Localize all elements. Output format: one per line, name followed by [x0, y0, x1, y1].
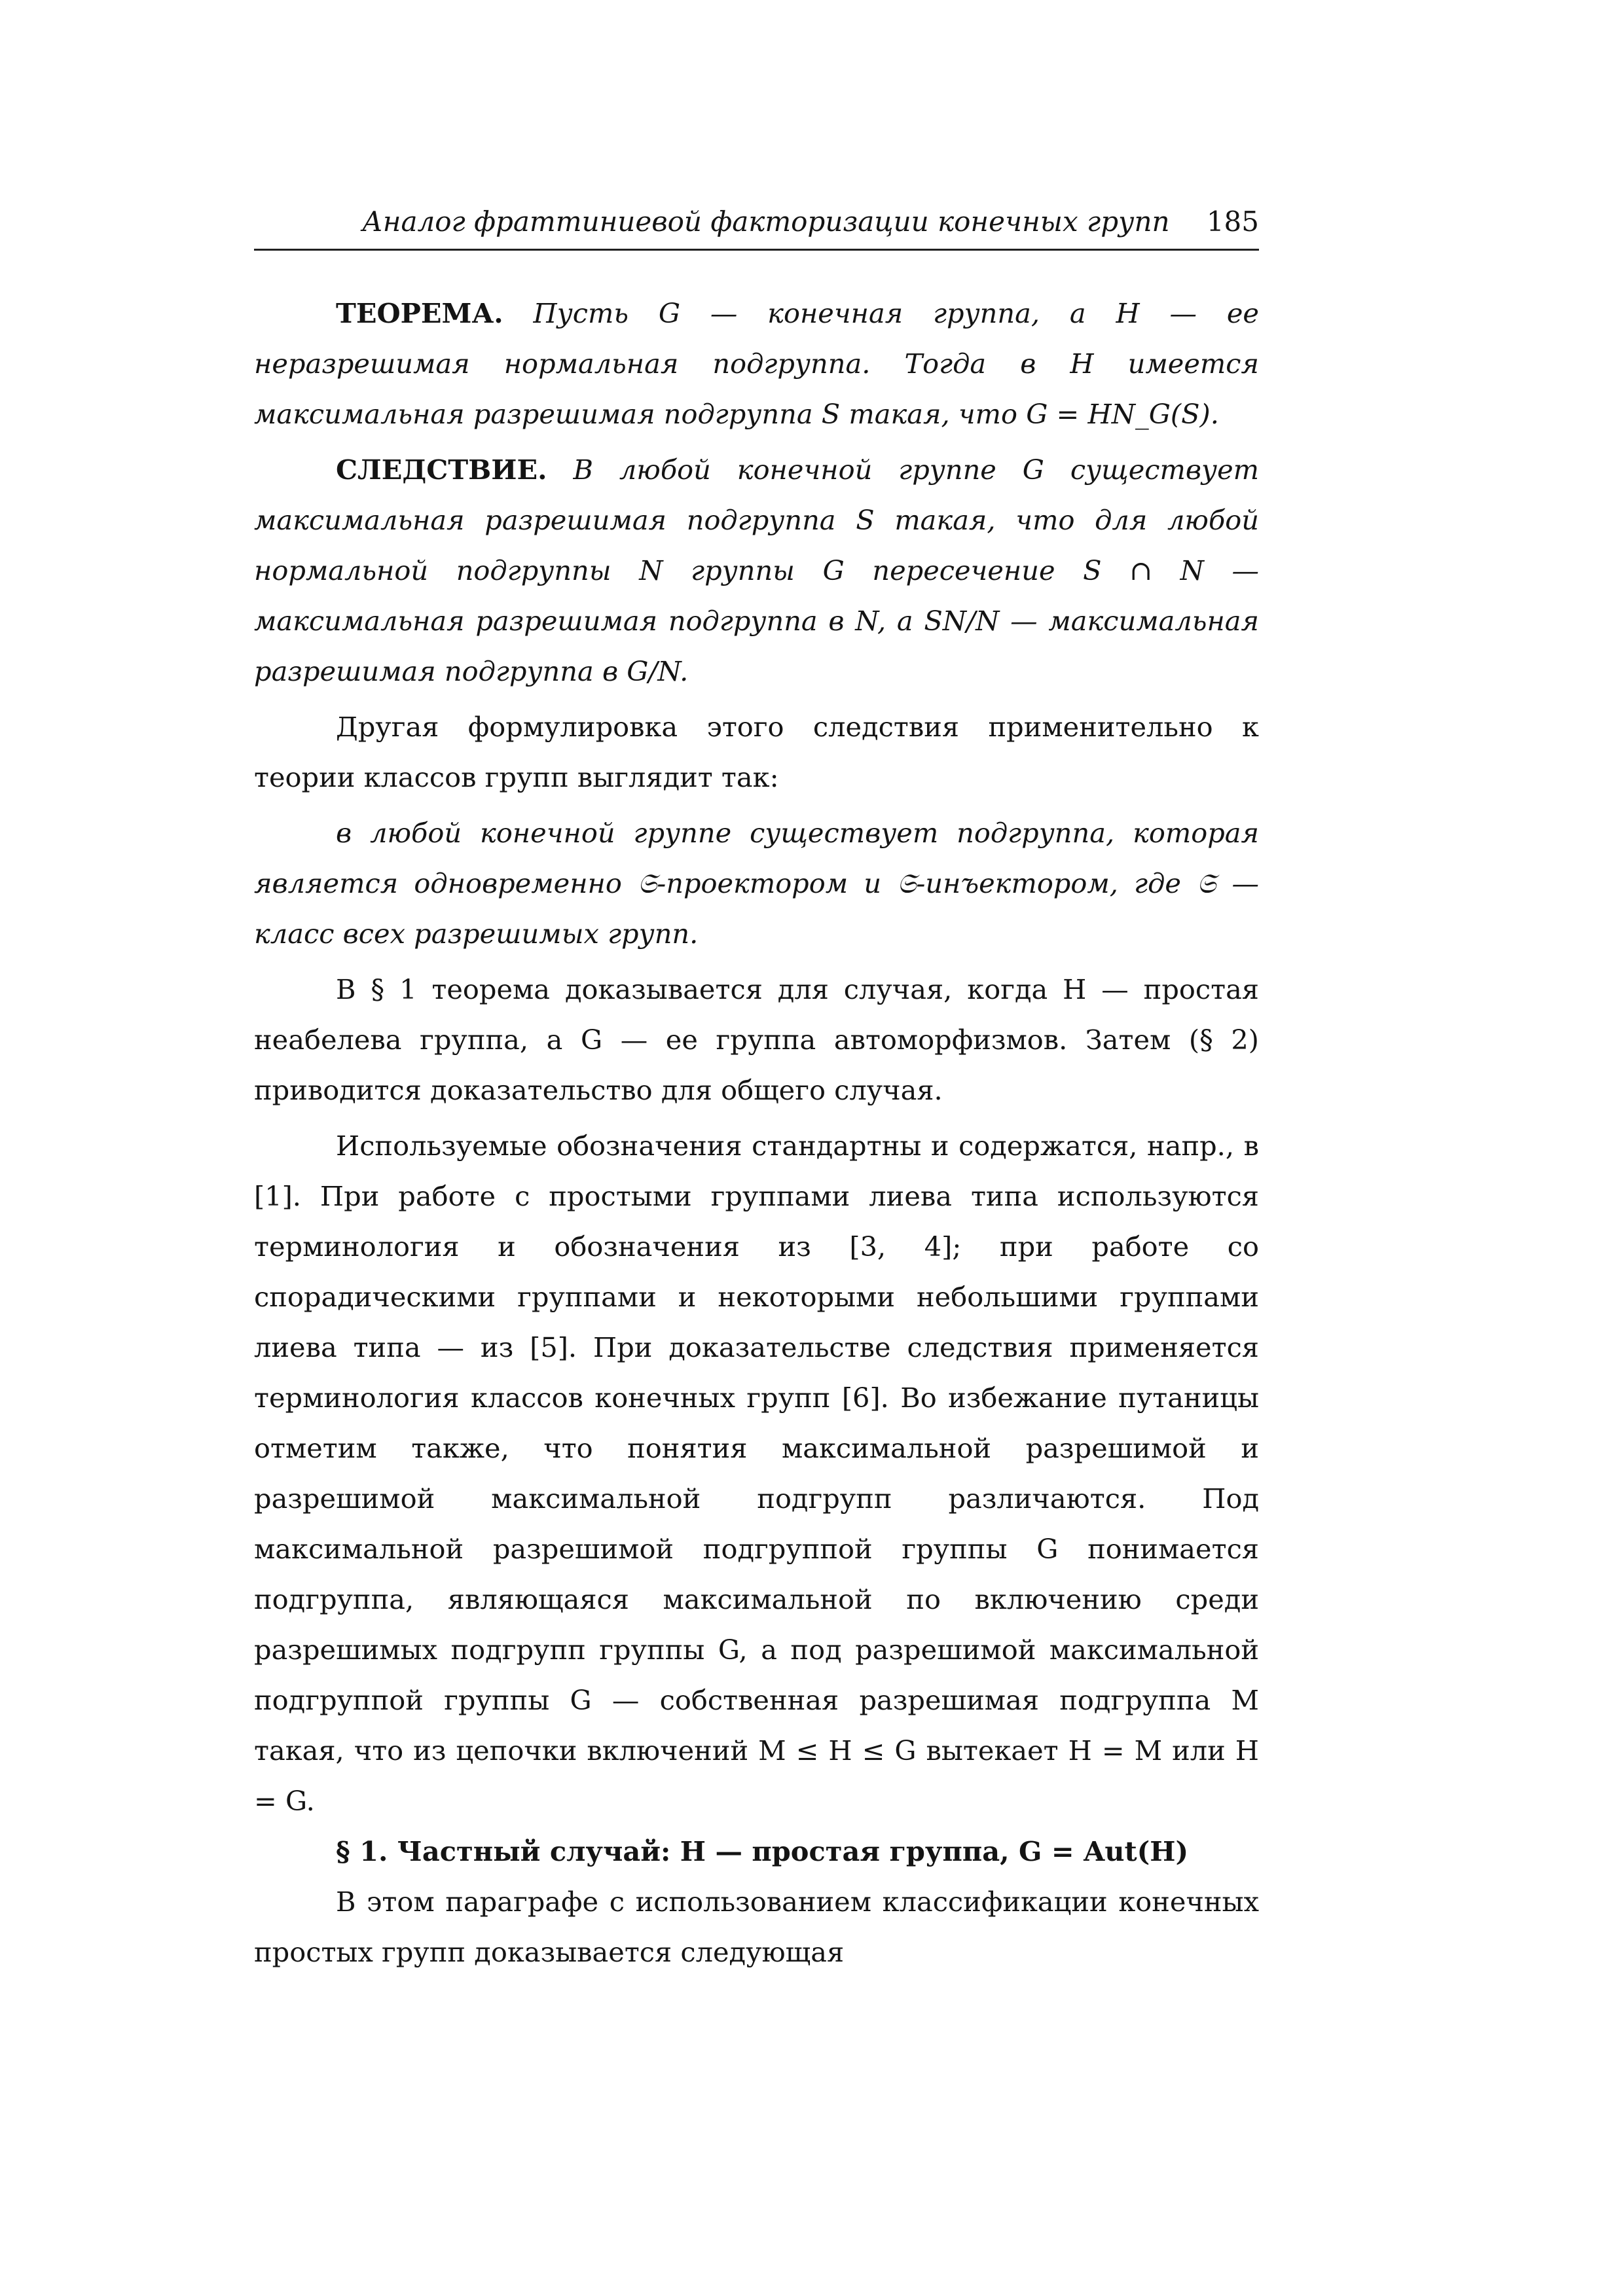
running-head-title: Аналог фраттиниевой факторизации конечных групп [362, 206, 1170, 238]
corollary-paragraph [254, 444, 1259, 696]
paragraph-final: В этом параграфе с использованием классификации конечных простых групп доказывается следующая [254, 1886, 1259, 1968]
paragraph-other-formulation: Другая формулировка этого следствия применительно к теории классов групп выглядит так: [254, 711, 1259, 793]
theorem-text: Пусть G — конечная группа, а H — ее неразрешимая нормальная подгруппа. Тогда в H имеется максимальная разрешимая подгруппа S такая, что G = HN_G(S). [254, 297, 1259, 430]
corollary-label: СЛЕДСТВИЕ. [336, 454, 547, 486]
running-head [254, 202, 1259, 251]
corollary-text: В любой конечной группе G существует максимальная разрешимая подгруппа S такая, что для любой нормальной подгруппы N группы G пересечение S ∩ N — максимальная разрешимая подгруппа в N, а SN/N — максимальная разрешимая подгруппа в G/N. [254, 454, 1259, 687]
page-number: 185 [1206, 206, 1259, 238]
paragraph-section-plan: В § 1 теорема доказывается для случая, когда H — простая неабелева группа, а G — ее группа автоморфизмов. Затем (§ 2) приводится доказательство для общего случая. [254, 973, 1259, 1106]
section-heading: § 1. Частный случай: H — простая группа, G = Aut(H) [336, 1835, 1189, 1867]
paragraph-class-formulation: в любой конечной группе существует подгруппа, которая является одновременно 𝔖-проектором и 𝔖-инъектором, где 𝔖 — класс всех разрешимых групп. [254, 817, 1259, 950]
theorem-label: ТЕОРЕМА. [336, 297, 503, 329]
theorem-paragraph [254, 288, 1259, 439]
paragraph-notation: Используемые обозначения стандартны и содержатся, напр., в [1]. При работе с простыми группами лиева типа используются терминология и обозначения из [3, 4]; при работе со спорадическими группами и некоторыми небольшими группами лиева типа — из [5]. При доказательстве следствия применяется терминология классов конечных групп [6]. Во избежание путаницы отметим также, что понятия максимальной разрешимой и разрешимой максимальной подгрупп различаются. Под максимальной разрешимой подгруппой группы G понимается подгруппа, являющаяся максимальной по включению среди разрешимых подгрупп группы G, а под разрешимой максимальной подгруппой группы G — собственная разрешимая подгруппа M такая, что из цепочки включений M ≤ H ≤ G вытекает H = M или H = G. [254, 1130, 1259, 1817]
body-text [254, 288, 1259, 1977]
